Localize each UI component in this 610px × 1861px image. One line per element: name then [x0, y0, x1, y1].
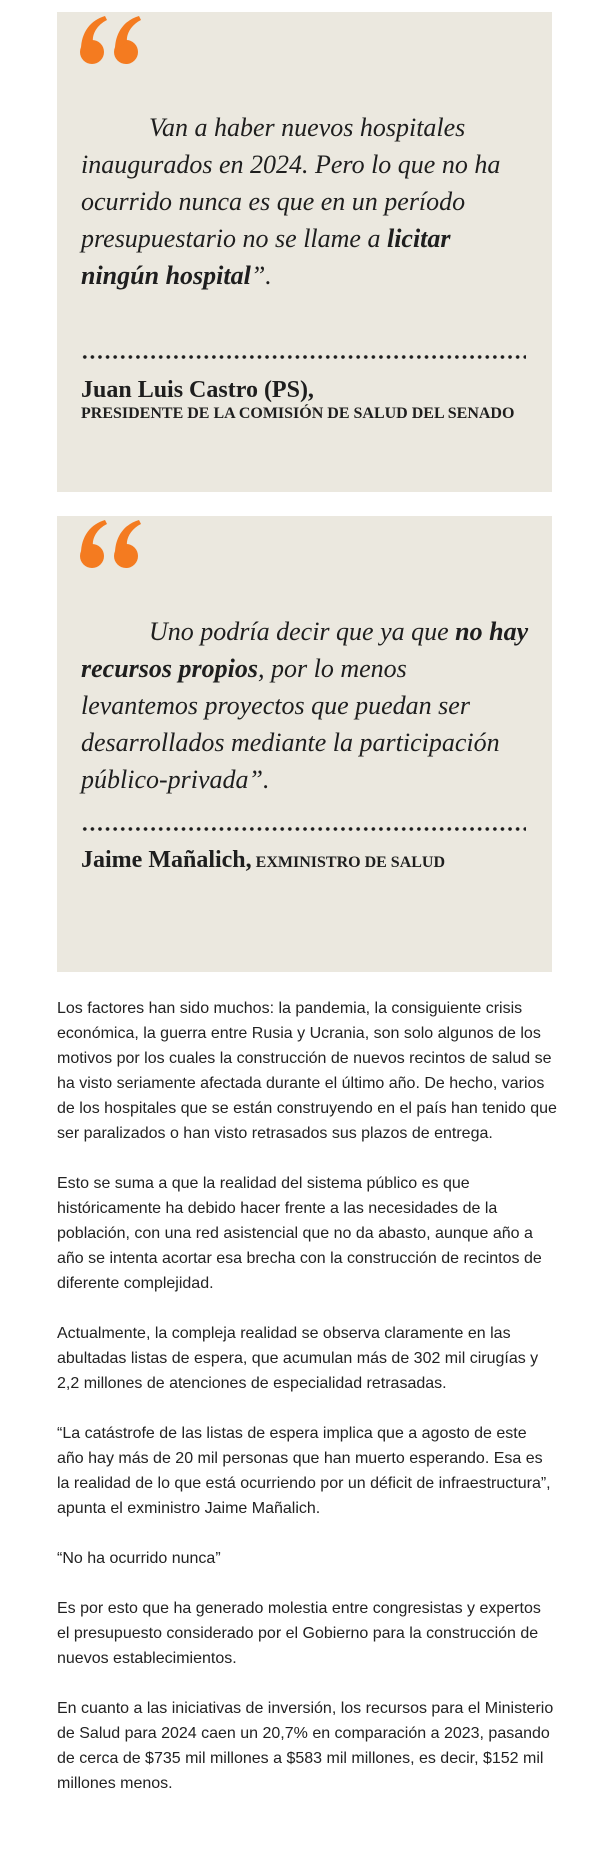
quote-text: Van a haber nuevos hospitales inaugurados en 2024. Pero lo que no ha ocurrido nunca es que en un período presupuestario no se llame a licitar ningún hospital”. — [81, 113, 501, 290]
article-paragraph: Los factores han sido muchos: la pandemia, la consiguiente crisis económica, la guerra entre Rusia y Ucrania, son solo algunos de los motivos por los cuales la construcción de nuevos recintos de salud se ha visto seriamente afectada durante el último año. De hecho, varios de los hospitales que se están construyendo en el país han tenido que ser paralizados o han visto retrasados sus plazos de entrega. — [57, 1000, 557, 1142]
open-quote-icon — [77, 12, 149, 68]
article-paragraph: “La catástrofe de las listas de espera implica que a agosto de este año hay más de 20 mil personas que han muerto esperando. Esa es la realidad de lo que está ocurriendo por un déficit de infraestructura”, apunta el exministro Jaime Mañalich. — [57, 1425, 551, 1517]
quote-text: Uno podría decir que ya que no hay recursos propios, por lo menos levantemos proyectos que puedan ser desarrollados mediante la participación público-privada”. — [81, 617, 529, 794]
open-quote-icon — [77, 516, 149, 572]
author-role: EXMINISTRO DE SALUD — [255, 854, 446, 871]
dotted-divider — [81, 827, 526, 831]
quote-author — [81, 376, 526, 424]
article-body — [57, 996, 557, 1821]
author-role: PRESIDENTE DE LA COMISIÓN DE SALUD DEL SENADO — [81, 405, 515, 422]
article-paragraph: En cuanto a las iniciativas de inversión, los recursos para el Ministerio de Salud para 2024 caen un 20,7% en comparación a 2023, pasando de cerca de $735 mil millones a $583 mil millones, es decir, $152 mil millones menos. — [57, 1700, 554, 1792]
article-subheading: “No ha ocurrido nunca” — [57, 1550, 221, 1567]
article-paragraph: Es por esto que ha generado molestia entre congresistas y expertos el presupuesto considerado por el Gobierno para la construcción de nuevos establecimientos. — [57, 1600, 541, 1667]
article-paragraph: Esto se suma a que la realidad del sistema público es que históricamente ha debido hacer frente a las necesidades de la población, con una red asistencial que no da abasto, aunque año a año se intenta acortar esa brecha con la construcción de recintos de diferente complejidad. — [57, 1175, 542, 1292]
dotted-divider — [81, 355, 526, 359]
pull-quote-castro — [57, 12, 552, 492]
author-name: Jaime Mañalich, — [81, 847, 252, 873]
pull-quote-manalich — [57, 516, 552, 972]
author-name: Juan Luis Castro (PS), — [81, 377, 314, 403]
quote-author — [81, 846, 526, 874]
article-paragraph: Actualmente, la compleja realidad se observa claramente en las abultadas listas de espera, que acumulan más de 302 mil cirugías y 2,2 millones de atenciones de especialidad retrasadas. — [57, 1325, 539, 1392]
